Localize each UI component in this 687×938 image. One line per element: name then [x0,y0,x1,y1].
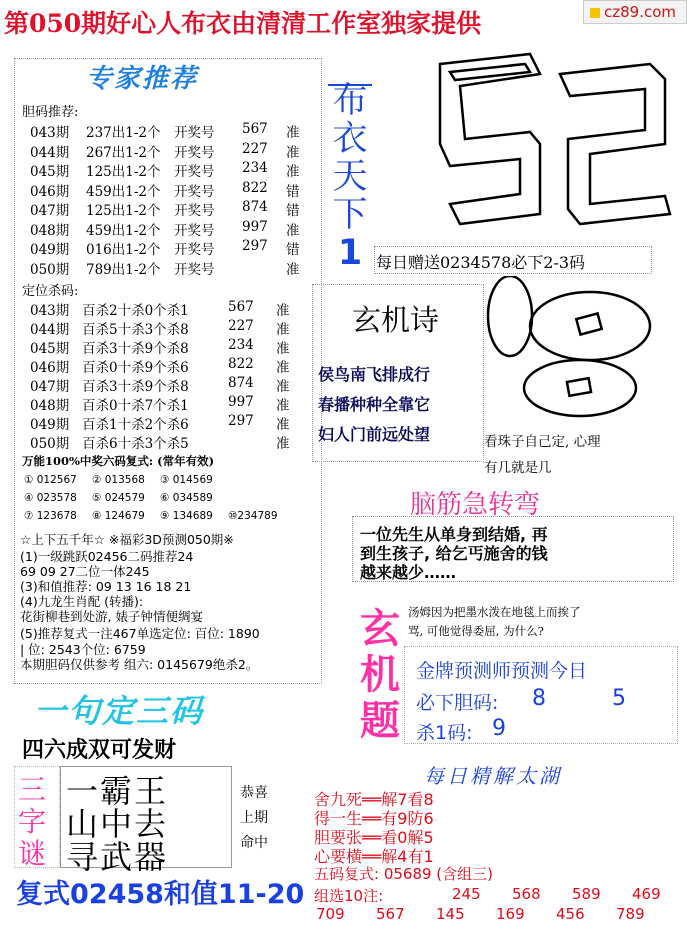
pos-label: 定位杀码: [22,284,79,299]
kill-label: 杀1码: [416,722,473,744]
dan-period: 045期 [30,164,70,180]
brain-title: 脑筋急转弯 [410,490,541,520]
expert-title: 专家推荐 [86,64,199,94]
congrats-line: 恭喜 [240,785,268,801]
page-title: 第050期好心人布衣由清清工作室独家提供 [4,9,482,38]
dan-num: 227 [242,140,268,157]
pos-period: 049期 [30,417,70,433]
three-word-char: 谜 [18,837,47,870]
fushi: 复式02458和值11-20 [16,879,305,910]
dan-num: 822 [242,179,268,196]
poem-line: 侯鸟南飞排成行 [318,365,431,384]
three-word-char: 三 [18,773,47,806]
wanneng-cell: ① 012567 [24,474,77,486]
dan-period: 043期 [30,125,70,141]
riddle-line: 一霸王 [66,772,169,810]
dan-draw: 开奖号 [174,222,215,239]
wanneng-cell: ⑤ 024579 [92,492,145,504]
dan-result: 错 [286,183,300,200]
zuxuan-num: 568 [512,885,541,903]
dan-result: 准 [286,144,300,161]
dan-pick: 267出1-2个 [86,144,161,161]
dan-result: 准 [286,261,300,278]
pos-pick: 百杀1十杀2个杀6 [82,417,189,433]
dan-pick: 459出1-2个 [86,222,161,239]
note-line: (5)推荐复式一注467单选定位: 百位: 1890 [20,626,260,641]
dan-draw: 开奖号 [174,144,215,161]
pos-period: 043期 [30,303,70,319]
dan-draw: 开奖号 [174,183,215,200]
pos-num: 234 [228,337,254,353]
pos-num: 874 [228,375,254,391]
buyi-char: 1 [337,233,363,273]
dan-period: 049期 [30,242,70,258]
pos-num: 297 [228,413,254,429]
poem-title: 玄机诗 [352,303,440,337]
pos-result: 准 [276,322,290,338]
dan-draw: 开奖号 [174,164,215,180]
pos-period: 046期 [30,360,70,376]
dan-result: 准 [286,125,300,141]
pos-pick: 百杀3十杀9个杀8 [82,379,189,395]
dan-num: 567 [242,121,268,137]
dan-pick: 459出1-2个 [86,183,161,200]
zuxuan-num: 469 [632,885,661,903]
pos-result: 准 [276,360,290,376]
pos-result: 准 [276,398,290,414]
wanneng-cell: ⑦ 123678 [24,510,77,522]
brain-line: 一位先生从单身到结婚, 再 [360,525,548,544]
pos-num: 997 [228,394,254,410]
dan-b: 5 [612,686,626,711]
zuxuan-num: 145 [436,905,465,923]
dan-a: 8 [532,686,546,711]
coins-graphic [480,276,680,426]
wanneng-cell: ④ 023578 [24,492,77,504]
pos-pick: 百杀0十杀7个杀1 [82,398,189,414]
zuxuan-num: 789 [616,905,645,923]
dan-pick: 125出1-2个 [86,164,161,180]
logo-square-icon [590,8,600,18]
logo-text: cz89.com [604,3,677,21]
brain-line: 越来越少…… [360,563,457,582]
note-line: (1)一级跳跃02456二码推荐24 [20,549,194,564]
three-word-char: 字 [18,805,47,838]
pos-period: 047期 [30,379,70,395]
pos-period: 045期 [30,341,70,357]
dan-pick: 125出1-2个 [86,203,161,219]
dan-label: 胆码推荐: [22,105,79,120]
taihu-line: 胆要张══看0解5 [314,828,434,847]
dan-num: 234 [242,160,268,176]
dan-draw: 开奖号 [174,125,215,141]
banner: 一句定三码 [34,692,205,730]
dan-num: 874 [242,199,268,215]
zuxuan-num: 567 [376,905,405,923]
poem-line: 妇人门前远处望 [318,425,431,444]
daily-text: 每日赠送0234578必下2-3码 [376,253,586,272]
dan-must-label: 必下胆码: [416,692,499,714]
dan-result: 错 [286,203,300,219]
dan-period: 044期 [30,144,70,161]
zuxuan-num: 245 [452,885,481,903]
dan-result: 错 [286,242,300,258]
taihu-line: 得一生══有9防6 [314,809,434,828]
zuxuan-label: 组选10注: [314,887,384,905]
wanneng-cell: ③ 014569 [160,474,213,486]
zuxuan-num: 169 [496,905,525,923]
xuanji-char: 题 [360,698,400,744]
note-line: 69 09 27二位一体245 [20,564,150,579]
dan-num: 997 [242,218,268,235]
pos-pick: 百杀0十杀9个杀6 [82,360,189,376]
taihu-line: 心要横══解4有1 [314,847,434,866]
wanneng-title: 万能100%中奖六码复式: (常年有效) [22,454,215,468]
dan-draw: 开奖号 [174,261,215,278]
dan-result: 准 [286,164,300,180]
dan-draw: 开奖号 [174,203,215,219]
buyi-char: 下 [332,195,368,235]
pearl-hint-2: 有几就是几 [484,460,552,476]
slogan: 四六成双可发财 [22,738,177,763]
dan-pick: 016出1-2个 [86,242,161,258]
pos-pick: 百杀6十杀3个杀5 [82,436,189,452]
pos-period: 050期 [30,436,70,452]
gold-title: 金牌预测师预测今日 [416,660,588,682]
pos-period: 044期 [30,322,70,338]
dan-period: 050期 [30,261,70,278]
note-line: 本期胆码仅供参考 组六: 0145679绝杀2。 [20,657,259,672]
taihu-title: 每日精解太湖 [424,764,562,788]
pos-num: 567 [228,299,254,315]
pos-num: 227 [228,318,254,334]
poem-line: 春播种种全靠它 [318,395,431,414]
dan-period: 048期 [30,222,70,239]
site-logo[interactable] [583,0,687,24]
wanneng-cell: ⑨ 134689 [160,510,213,522]
pos-result: 准 [276,436,290,452]
big-52-graphic [380,44,680,244]
zuxuan-num: 589 [572,885,601,903]
dan-num: 297 [242,238,268,254]
buyi-char: 布 [332,81,368,121]
congrats-line: 命中 [240,835,268,851]
pos-result: 准 [276,341,290,357]
dan-period: 047期 [30,203,70,219]
zuxuan-num: 709 [316,905,345,923]
note-line: (4)九龙生肖配 (转播): [20,594,144,609]
dan-draw: 开奖号 [174,242,215,258]
pos-result: 准 [276,417,290,433]
wuma: 五码复式: 05689 (含组三) [314,865,494,883]
taihu-line: 舍九死══解7看8 [314,790,434,809]
dan-pick: 237出1-2个 [86,125,161,141]
pearl-hint-1: 看珠子自己定, 心理 [484,434,601,450]
pos-period: 048期 [30,398,70,414]
xuanji-q2: 骂, 可他觉得委屈, 为什么? [408,624,544,638]
pos-num: 822 [228,356,254,372]
buyi-char: 天 [332,157,368,197]
riddle-line: 山中去 [66,805,169,843]
header [0,0,687,40]
buyi-char: 衣 [332,119,368,159]
pos-result: 准 [276,303,290,319]
xuanji-char: 机 [360,652,400,698]
dan-pick: 789出1-2个 [86,261,161,278]
brain-line: 到生孩子, 给乞丐施舍的钱 [360,544,548,563]
note-line: | 位: 2543个位: 6759 [20,642,146,657]
pos-pick: 百杀3十杀9个杀8 [82,341,189,357]
dan-result: 准 [286,222,300,239]
pos-result: 准 [276,379,290,395]
xuanji-char: 玄 [360,606,400,652]
wanneng-cell: ⑩234789 [228,510,278,522]
wanneng-cell: ⑧ 124679 [92,510,145,522]
pos-pick: 百杀2十杀0个杀1 [82,303,189,319]
zuxuan-num: 456 [556,905,585,923]
pos-pick: 百杀5十杀3个杀8 [82,322,189,338]
congrats-line: 上期 [240,810,268,826]
dan-period: 046期 [30,183,70,200]
kill-value: 9 [492,716,506,741]
wanneng-cell: ② 013568 [92,474,145,486]
wanneng-cell: ⑥ 034589 [160,492,213,504]
xuanji-q1: 汤姆因为把墨水泼在地毯上而挨了 [408,605,581,619]
riddle-line: 寻武器 [66,838,169,876]
note-line: 花街柳巷到处游, 婊子钟情便绸宴 [20,609,203,624]
note-line: ☆上下五千年☆ ※福彩3D预测050期※ [20,532,234,547]
note-line: (3)和值推荐: 09 13 16 18 21 [20,579,192,594]
